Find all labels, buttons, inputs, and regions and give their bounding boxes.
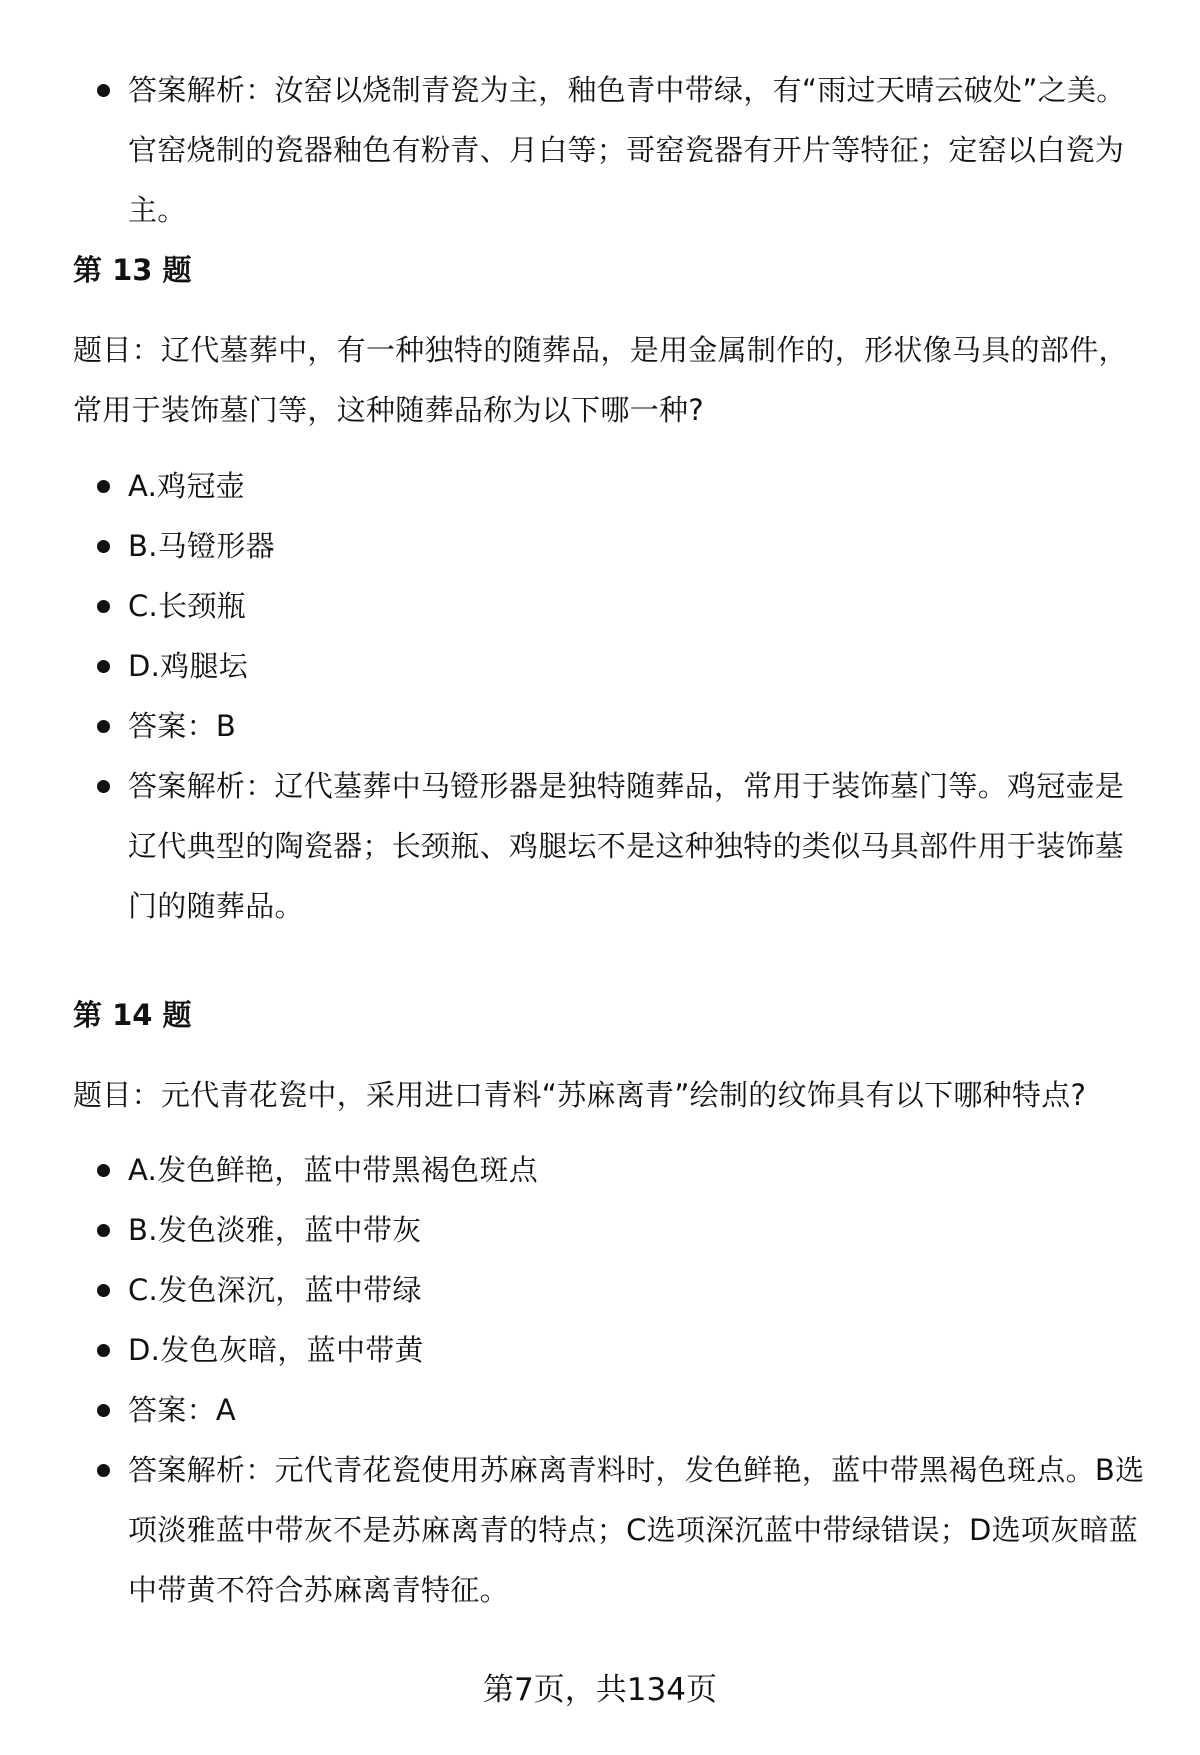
q14-answer: [73, 1380, 1153, 1440]
q14-options-list: [73, 1140, 1153, 1620]
bullet-dot: [97, 1344, 110, 1357]
q14-stem: 题目：元代青花瓷中，采用进口青料“苏麻离青”绘制的纹饰具有以下哪种特点?: [73, 1078, 1087, 1112]
q12-list: [73, 60, 1153, 240]
bullet-dot: [97, 1404, 110, 1417]
q14-title: 第 14 题: [73, 998, 192, 1032]
bullet-dot: [97, 1464, 110, 1477]
option-text: D.鸡腿坛: [128, 649, 249, 683]
q14-option-a: [73, 1140, 1153, 1200]
bullet-dot: [97, 1224, 110, 1237]
option-text: C.发色深沉，蓝中带绿: [128, 1273, 422, 1307]
bullet-dot: [97, 600, 110, 613]
option-text: A.鸡冠壶: [128, 469, 246, 503]
bullet-dot: [97, 660, 110, 673]
q13-title: 第 13 题: [73, 253, 192, 287]
q14-option-d: [73, 1320, 1153, 1380]
q12-analysis-item: [73, 60, 1153, 240]
bullet-dot: [97, 540, 110, 553]
option-text: A.发色鲜艳，蓝中带黑褐色斑点: [128, 1153, 539, 1187]
q13-option-d: [73, 636, 1153, 696]
option-text: B.发色淡雅，蓝中带灰: [128, 1213, 422, 1247]
bullet-dot: [97, 780, 110, 793]
analysis-text: 答案解析：元代青花瓷使用苏麻离青料时，发色鲜艳，蓝中带黑褐色斑点。B选项淡雅蓝中带灰不是苏麻离青的特点；C选项深沉蓝中带绿错误；D选项灰暗蓝中带黄不符合苏麻离青特征。: [128, 1453, 1145, 1607]
bullet-dot: [97, 1164, 110, 1177]
option-text: B.马镫形器: [128, 529, 275, 563]
bullet-dot: [97, 1284, 110, 1297]
option-text: C.长颈瓶: [128, 589, 246, 623]
bullet-dot: [97, 480, 110, 493]
q13-options-list: [73, 456, 1153, 936]
q13-option-a: [73, 456, 1153, 516]
q14-option-c: [73, 1260, 1153, 1320]
answer-text: 答案：A: [128, 1393, 237, 1427]
q13-option-b: [73, 516, 1153, 576]
analysis-text: 答案解析：辽代墓葬中马镫形器是独特随葬品，常用于装饰墓门等。鸡冠壶是辽代典型的陶瓷器；长颈瓶、鸡腿坛不是这种独特的类似马具部件用于装饰墓门的随葬品。: [128, 769, 1125, 923]
option-text: D.发色灰暗，蓝中带黄: [128, 1333, 424, 1367]
q12-analysis-text: 答案解析：汝窑以烧制青瓷为主，釉色青中带绿，有“雨过天晴云破处”之美。官窑烧制的瓷器釉色有粉青、月白等；哥窑瓷器有开片等特征；定窑以白瓷为主。: [128, 73, 1126, 227]
q13-option-c: [73, 576, 1153, 636]
page-number-footer: 第7页，共134页: [483, 1672, 717, 1708]
q14-analysis: [73, 1440, 1153, 1620]
q13-answer: [73, 696, 1153, 756]
answer-text: 答案：B: [128, 709, 237, 743]
q14-option-b: [73, 1200, 1153, 1260]
q13-stem: 题目：辽代墓葬中，有一种独特的随葬品，是用金属制作的，形状像马具的部件，常用于装饰墓门等，这种随葬品称为以下哪一种?: [73, 333, 1128, 427]
bullet-dot: [97, 720, 110, 733]
bullet-dot: [97, 84, 110, 97]
q13-analysis: [73, 756, 1153, 936]
